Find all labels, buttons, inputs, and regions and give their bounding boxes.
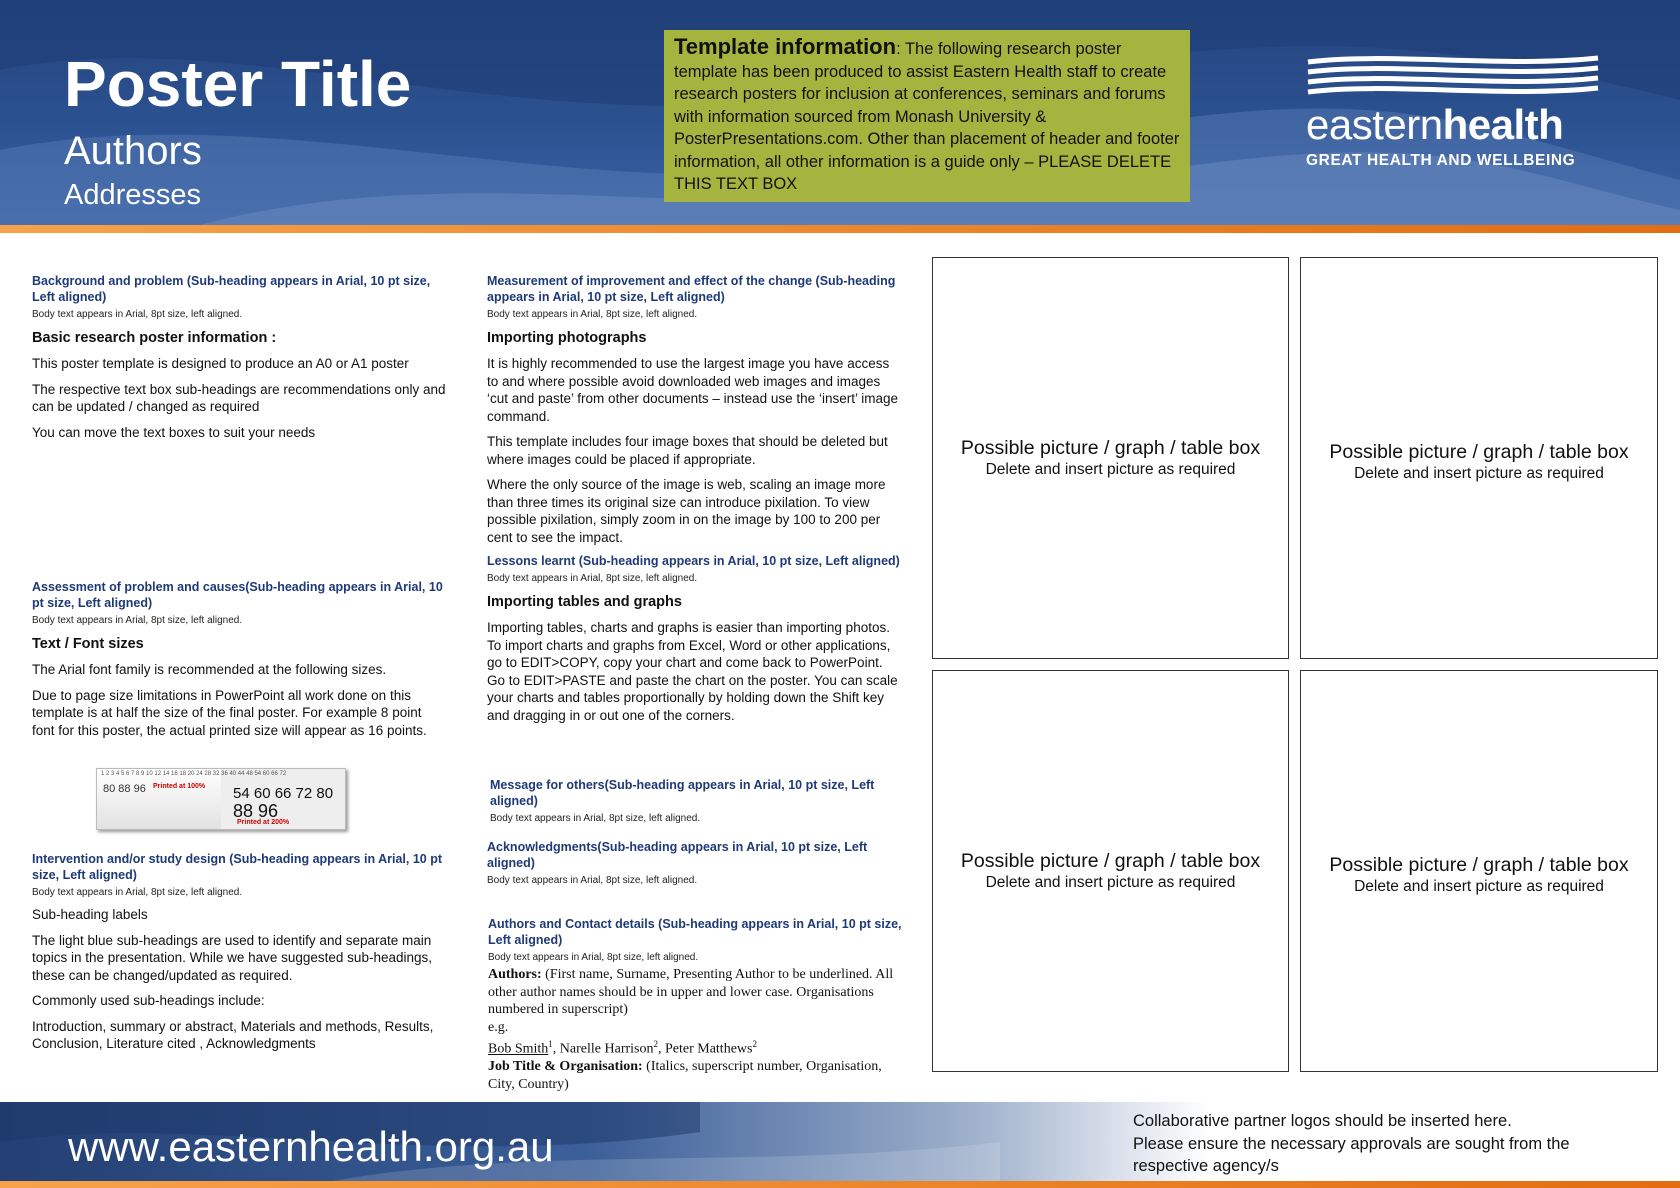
author-example-line — [488, 1036, 906, 1058]
job-title-instructions — [488, 1058, 906, 1093]
paragraph: Commonly used sub-headings include: — [32, 993, 265, 1008]
paragraph: Sub-heading labels — [32, 907, 148, 922]
job-label: Job Title & Organisation: — [488, 1059, 643, 1075]
template-info-box[interactable] — [664, 30, 1190, 202]
picture-box-subtitle: Delete and insert picture as required — [1354, 878, 1604, 895]
job-text: (Italics, superscript number, Organisation, City, Country) — [488, 1059, 882, 1092]
font-size-sample-image — [96, 768, 346, 830]
partner-note-line: Please ensure the necessary approvals are sought from the respective agency/s — [1133, 1134, 1570, 1175]
body-note: Body text appears in Arial, 8pt size, left aligned. — [488, 952, 699, 963]
subheading-lessons: Lessons learnt (Sub-heading appears in Arial, 10 pt size, Left aligned) — [487, 554, 900, 568]
author-name: , Peter Matthews — [657, 1041, 753, 1057]
subheading-measurement: Measurement of improvement and effect of the change (Sub-heading appears in Arial, 10 pt size, Left aligned) — [487, 274, 896, 304]
column-1-section-background[interactable] — [32, 273, 446, 441]
ruler-label-100: Printed at 100% — [153, 783, 206, 790]
paragraph: Due to page size limitations in PowerPoint all work done on this template is at half the size of the final poster. For example 8 point font for this poster, the actual printed size will appear as 16 points. — [32, 687, 427, 738]
column-2-section-message[interactable] — [490, 777, 902, 825]
paragraph: The respective text box sub-headings are recommendations only and can be updated / changed as required — [32, 381, 446, 414]
bold-heading: Basic research poster information : — [32, 330, 277, 346]
picture-box-title: Possible picture / graph / table box — [1329, 854, 1629, 876]
ruler-strip — [97, 769, 221, 829]
picture-box-bottom-right[interactable] — [1300, 670, 1658, 1072]
subheading-authors-contact: Authors and Contact details (Sub-heading appears in Arial, 10 pt size, Left aligned) — [488, 917, 902, 947]
paragraph: You can move the text boxes to suit your needs — [32, 424, 316, 440]
partner-logos-note[interactable] — [1133, 1110, 1613, 1178]
footer-accent-bar — [0, 1181, 1680, 1188]
footer-website-url[interactable]: www.easternhealth.org.au — [68, 1123, 554, 1170]
subheading-intervention: Intervention and/or study design (Sub-heading appears in Arial, 10 pt size, Left aligned) — [32, 852, 443, 882]
ruler-big-numbers-1: 54 60 66 72 80 — [233, 785, 334, 802]
body-note: Body text appears in Arial, 8pt size, left aligned. — [32, 615, 243, 626]
author-name: , Narelle Harrison — [552, 1041, 654, 1057]
subheading-background: Background and problem (Sub-heading appears in Arial, 10 pt size, Left aligned) — [32, 274, 431, 304]
picture-box-bottom-left[interactable] — [932, 670, 1289, 1072]
presenting-author: Bob Smith — [488, 1041, 549, 1057]
subheading-acknowledgments: Acknowledgments(Sub-heading appears in Arial, 10 pt size, Left aligned) — [487, 840, 868, 870]
authors-text: (First name, Surname, Presenting Author to be underlined. All other author names should be in upper and lower case. Organisations numbered in superscript) — [488, 967, 894, 1017]
subheading-assessment: Assessment of problem and causes(Sub-heading appears in Arial, 10 pt size, Left aligned) — [32, 580, 443, 610]
template-info-text: The following research poster template has been produced to assist Eastern Health staff to create research posters for inclusion at conferences, seminars and forums with information sourced from Monash University & PosterPresentations.com. Other than placement of header and footer information, all other information is a guide only – PLEASE DELETE THIS TEXT BOX — [674, 40, 1180, 193]
authors-label: Authors: — [488, 967, 542, 982]
picture-box-subtitle: Delete and insert picture as required — [985, 461, 1236, 478]
column-1-section-assessment[interactable] — [32, 579, 446, 739]
paragraph: This poster template is designed to produce an A0 or A1 poster — [32, 356, 409, 371]
paragraph: The Arial font family is recommended at the following sizes. — [32, 662, 387, 677]
paragraph: This template includes four image boxes that should be deleted but where images could be placed if appropriate. — [487, 434, 888, 467]
picture-box-title: Possible picture / graph / table box — [960, 850, 1261, 872]
ruler-ticks: 1 2 3 4 5 6 7 8 9 10 12 14 16 18 20 24 28 32 36 40 44 48 54 60 66 72 — [101, 771, 287, 777]
picture-box-top-right[interactable] — [1300, 257, 1658, 659]
bold-heading: Importing photographs — [487, 330, 647, 346]
logo-waves-icon — [1306, 54, 1602, 102]
picture-box-top-left[interactable] — [932, 257, 1289, 659]
ruler-label-200: Printed at 200% — [237, 819, 290, 826]
authors-instructions — [488, 966, 906, 1019]
body-note: Body text appears in Arial, 8pt size, left aligned. — [487, 573, 698, 584]
poster-addresses: Addresses — [64, 179, 202, 211]
superscript: 1 — [548, 1039, 553, 1049]
logo-wordmark-light: eastern — [1306, 101, 1443, 148]
picture-box-title: Possible picture / graph / table box — [960, 437, 1261, 459]
template-info-sep: : — [896, 40, 905, 58]
logo-wordmark-bold: health — [1442, 101, 1564, 148]
example-label: e.g. — [488, 1019, 509, 1035]
body-note: Body text appears in Arial, 8pt size, left aligned. — [32, 887, 243, 898]
ruler-big-numbers-2: 88 96 — [233, 801, 279, 821]
paragraph: Introduction, summary or abstract, Materials and methods, Results, Conclusion, Literature cited , Acknowledgments — [32, 1018, 434, 1051]
logo-wordmark — [1306, 101, 1606, 148]
column-1-section-intervention[interactable] — [32, 851, 446, 1053]
column-2-section-lessons[interactable] — [487, 553, 902, 724]
subheading-message: Message for others(Sub-heading appears in Arial, 10 pt size, Left aligned) — [490, 778, 875, 808]
body-note: Body text appears in Arial, 8pt size, left aligned. — [32, 309, 243, 320]
picture-box-title: Possible picture / graph / table box — [1329, 441, 1629, 463]
body-note: Body text appears in Arial, 8pt size, left aligned. — [487, 875, 698, 886]
column-2-section-measurement[interactable] — [487, 273, 902, 546]
partner-note-line: Collaborative partner logos should be inserted here. — [1133, 1112, 1512, 1130]
paragraph: It is highly recommended to use the largest image you have access to and where possible avoid downloaded web images and images ‘cut and paste’ from other documents – instead use the ‘insert’ image command. — [487, 356, 898, 424]
bold-heading: Text / Font sizes — [32, 636, 144, 652]
logo-tagline: GREAT HEALTH AND WELLBEING — [1306, 152, 1576, 169]
ruler-small-numbers: 80 88 96 — [103, 783, 146, 795]
picture-box-subtitle: Delete and insert picture as required — [1354, 465, 1604, 482]
poster-authors: Authors — [64, 129, 202, 173]
picture-box-subtitle: Delete and insert picture as required — [985, 874, 1236, 891]
superscript: 2 — [752, 1039, 757, 1049]
body-note: Body text appears in Arial, 8pt size, left aligned. — [487, 309, 698, 320]
column-2-section-acknowledgments[interactable] — [487, 839, 902, 887]
paragraph: Importing tables, charts and graphs is easier than importing photos. To import charts and graphs from Excel, Word or other applications, go to EDIT>COPY, copy your chart and come back to PowerPoint. Go to EDIT>PASTE and paste the chart on the poster. You can scale your charts and tables proportionally by holding down the Shift key and dragging in or out one of the corners. — [487, 620, 898, 723]
superscript: 2 — [653, 1039, 658, 1049]
paragraph: The light blue sub-headings are used to identify and separate main topics in the presentation. While we have suggested sub-headings, these can be changed/updated as required. — [32, 932, 432, 983]
body-note: Body text appears in Arial, 8pt size, left aligned. — [490, 813, 701, 824]
template-info-lead: Template information — [674, 34, 897, 59]
poster-title: Poster Title — [64, 48, 412, 120]
column-2-section-authors-contact[interactable] — [488, 916, 906, 1093]
eastern-health-logo — [1306, 54, 1606, 170]
paragraph: Where the only source of the image is web, scaling an image more than three times its original size can introduce pixilation. To view possible pixilation, simply zoom in on the image by 100 to 200 per cent to see the impact. — [487, 477, 886, 545]
bold-heading: Importing tables and graphs — [487, 594, 682, 610]
header-accent-bar — [0, 225, 1680, 233]
